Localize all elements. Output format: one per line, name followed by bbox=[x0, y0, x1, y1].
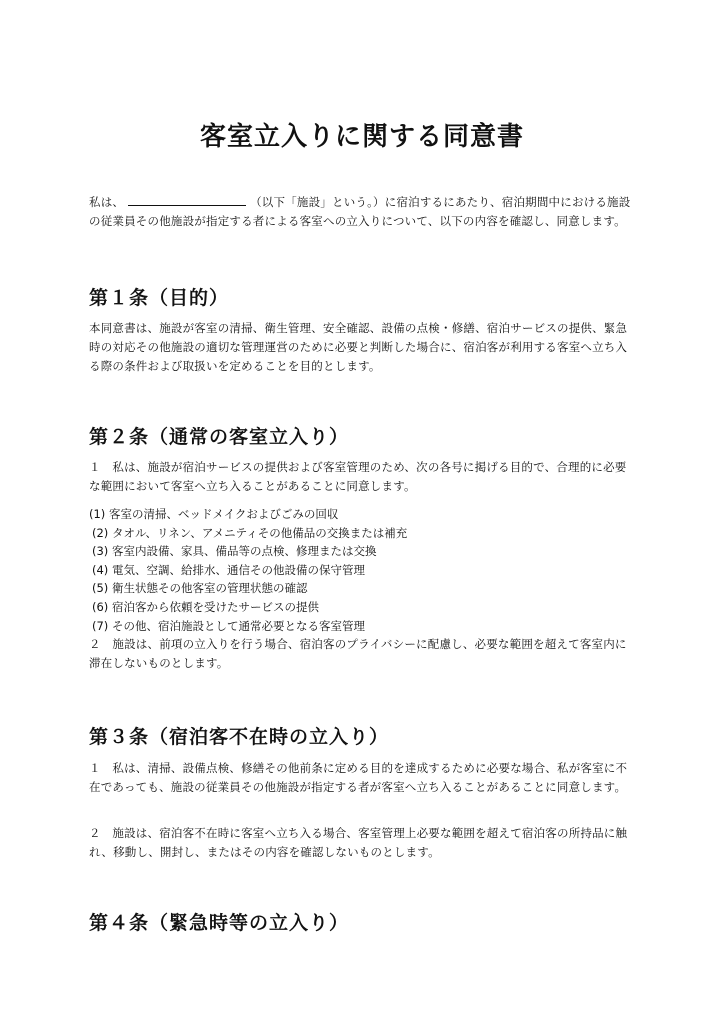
document-title: 客室立入りに関する同意書 bbox=[199, 122, 524, 152]
article-4-heading: 第４条（緊急時等の立入り） bbox=[89, 912, 350, 934]
article-2-heading: 第２条（通常の客室立入り） bbox=[89, 426, 350, 448]
list-item: (1) 客室の清掃、ベッドメイクおよびごみの回収 bbox=[89, 507, 339, 521]
list-item: (6) 宿泊客から依頼を受けたサービスの提供 bbox=[92, 599, 319, 614]
list-item: (2) タオル、リネン、アメニティその他備品の交換または補充 bbox=[92, 525, 408, 540]
list-item: (5) 衛生状態その他客室の管理状態の確認 bbox=[92, 581, 308, 596]
article-1-body: 本同意書は、施設が客室の清掃、衛生管理、安全確認、設備の点検・修繕、宿泊サービスの提供、緊急時の対応その他施設の適切な管理運営のために必要と判断した場合に、宿泊客が利用する客室へ立ち入る際の条件および取扱いを定めることを目的とします。 bbox=[89, 321, 628, 373]
article-3-heading: 第３条（宿泊客不在時の立入り） bbox=[89, 726, 390, 748]
list-item: (3) 客室内設備、家具、備品等の点検、修理または交換 bbox=[92, 544, 377, 559]
intro-prefix: 私は、 bbox=[89, 195, 125, 209]
article-1-heading: 第１条（目的） bbox=[89, 287, 230, 309]
article-2-item-list bbox=[89, 505, 637, 635]
article-3-paragraph-1: １ 私は、清掃、設備点検、修繕その他前条に定める目的を達成するために必要な場合、私が客室に不在であっても、施設の従業員その他施設が指定する者が客室へ立ち入ることがあることに同意します。 bbox=[89, 761, 628, 794]
intro-text: （以下「施設」という。）に宿泊するにあたり、宿泊期間中における施設の従業員その他施設が指定する者による客室への立入りについて、以下の内容を確認し、同意します。 bbox=[89, 195, 631, 228]
name-blank-field[interactable] bbox=[128, 193, 246, 206]
article-2-paragraph-1: １ 私は、施設が宿泊サービスの提供および客室管理のため、次の各号に掲げる目的で、合理的に必要な範囲において客室へ立ち入ることがあることに同意します。 bbox=[89, 460, 627, 493]
article-3-paragraph-2: ２ 施設は、宿泊客不在時に客室へ立ち入る場合、客室管理上必要な範囲を超えて宿泊客の所持品に触れ、移動し、開封し、またはその内容を確認しないものとします。 bbox=[89, 826, 628, 859]
list-item: (7) その他、宿泊施設として通常必要となる客室管理 bbox=[92, 618, 365, 633]
intro-paragraph bbox=[89, 193, 637, 231]
list-item: (4) 電気、空調、給排水、通信その他設備の保守管理 bbox=[92, 562, 365, 577]
article-2-paragraph-2: ２ 施設は、前項の立入りを行う場合、宿泊客のプライバシーに配慮し、必要な範囲を超えて客室内に滞在しないものとします。 bbox=[89, 637, 627, 670]
